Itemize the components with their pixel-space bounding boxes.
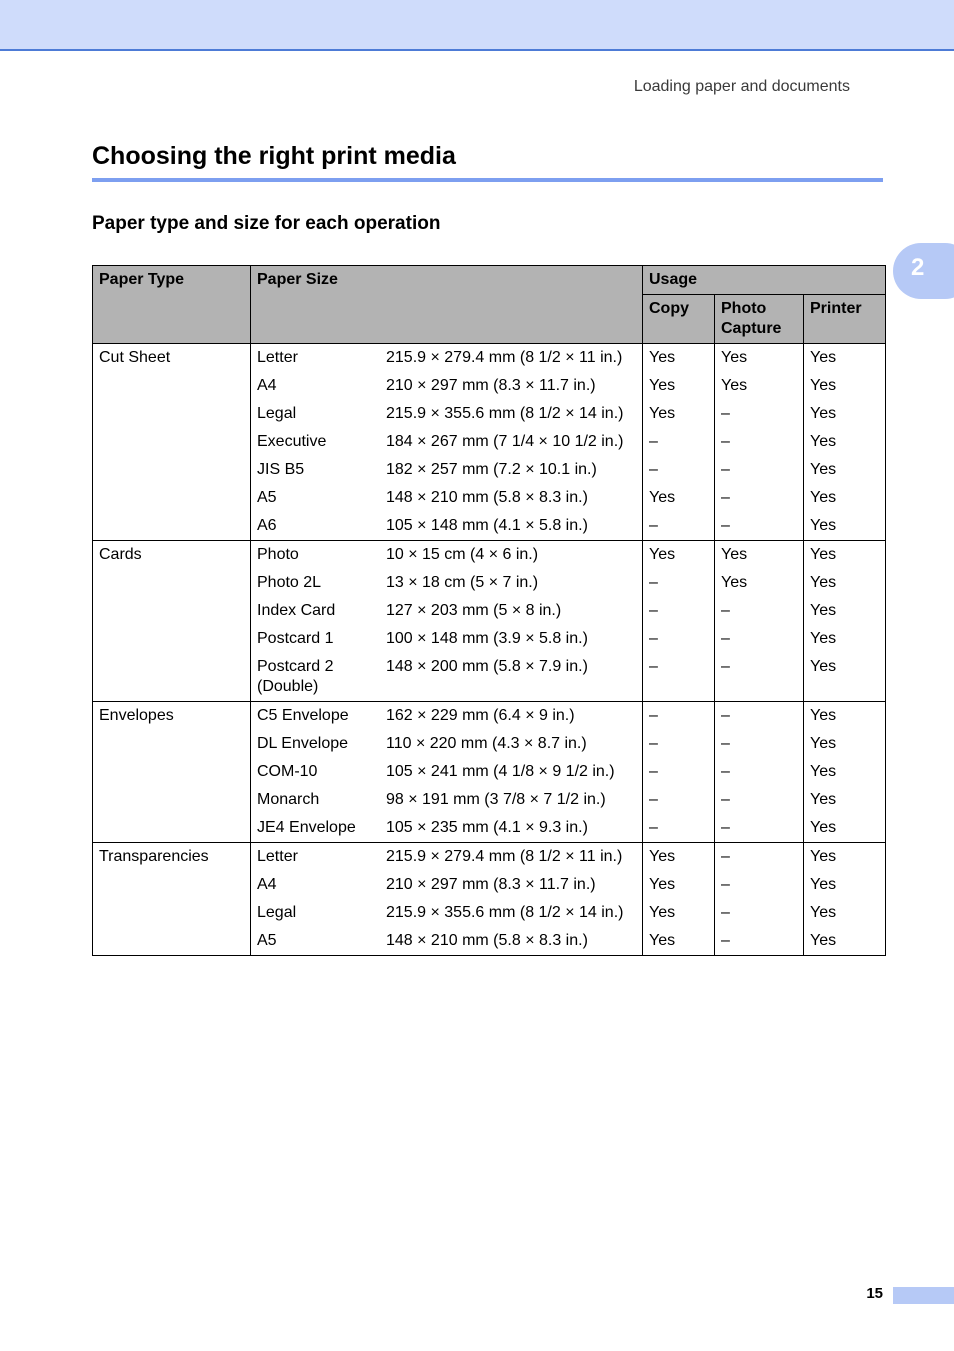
size-dimensions: 162 × 229 mm (6.4 × 9 in.) — [386, 707, 575, 724]
size-line — [257, 348, 636, 376]
size-line — [257, 376, 636, 404]
printer-value: Yes — [810, 546, 837, 563]
printer-cell — [804, 344, 886, 541]
paper-type-cell: Envelopes — [93, 702, 251, 843]
size-name: A4 — [257, 377, 277, 394]
size-line — [257, 601, 636, 629]
size-dimensions: 13 × 18 cm (5 × 7 in.) — [386, 574, 539, 591]
copy-value: – — [649, 735, 658, 752]
copy-cell — [643, 702, 715, 843]
size-dimensions: 182 × 257 mm (7.2 × 10.1 in.) — [386, 461, 597, 478]
paper-media-table — [92, 265, 886, 956]
photo-capture-value: – — [721, 630, 730, 647]
size-name: JIS B5 — [257, 461, 305, 478]
page-title: Choosing the right print media — [92, 142, 456, 170]
size-name: Executive — [257, 433, 327, 450]
printer-value: Yes — [810, 377, 837, 394]
size-name: COM-10 — [257, 763, 318, 780]
paper-type-cell: Transparencies — [93, 843, 251, 956]
title-rule — [92, 178, 883, 182]
photo-capture-cell — [715, 702, 804, 843]
printer-value: Yes — [810, 707, 837, 724]
printer-value: Yes — [810, 932, 837, 949]
photo-capture-value: – — [721, 602, 730, 619]
photo-capture-value: – — [721, 461, 730, 478]
size-line — [257, 404, 636, 432]
photo-capture-value: – — [721, 489, 730, 506]
copy-cell — [643, 344, 715, 541]
size-line — [257, 460, 636, 488]
photo-capture-value: – — [721, 735, 730, 752]
size-name: Legal — [257, 405, 297, 422]
size-name: Postcard 2 (Double) — [257, 658, 334, 695]
photo-capture-value: Yes — [721, 574, 748, 591]
copy-value: Yes — [649, 904, 676, 921]
table-row — [93, 541, 886, 702]
printer-value: Yes — [810, 735, 837, 752]
size-name: Photo — [257, 546, 299, 563]
size-name: DL Envelope — [257, 735, 349, 752]
printer-value: Yes — [810, 517, 837, 534]
photo-capture-value: – — [721, 433, 730, 450]
printer-cell — [804, 843, 886, 956]
copy-cell — [643, 541, 715, 702]
paper-size-cell — [251, 702, 643, 843]
size-line — [257, 545, 636, 573]
copy-value: – — [649, 461, 658, 478]
paper-size-cell — [251, 843, 643, 956]
size-line — [257, 488, 636, 516]
photo-capture-cell — [715, 541, 804, 702]
size-name: Legal — [257, 904, 297, 921]
size-dimensions: 105 × 241 mm (4 1/8 × 9 1/2 in.) — [386, 763, 615, 780]
size-name: Monarch — [257, 791, 320, 808]
printer-value: Yes — [810, 461, 837, 478]
page-number-bar — [893, 1287, 954, 1304]
size-name: A5 — [257, 932, 277, 949]
photo-capture-cell — [715, 344, 804, 541]
table-body — [93, 344, 886, 956]
running-header: Loading paper and documents — [633, 78, 850, 95]
size-line — [257, 903, 636, 931]
printer-value: Yes — [810, 574, 837, 591]
header-usage: Usage — [643, 266, 886, 295]
printer-value: Yes — [810, 876, 837, 893]
photo-capture-cell — [715, 843, 804, 956]
photo-capture-value: – — [721, 517, 730, 534]
paper-size-cell — [251, 541, 643, 702]
photo-capture-value: – — [721, 904, 730, 921]
size-line — [257, 432, 636, 460]
photo-capture-value: – — [721, 932, 730, 949]
size-dimensions: 98 × 191 mm (3 7/8 × 7 1/2 in.) — [386, 791, 606, 808]
printer-cell — [804, 702, 886, 843]
printer-value: Yes — [810, 848, 837, 865]
copy-value: – — [649, 658, 658, 675]
size-dimensions: 10 × 15 cm (4 × 6 in.) — [386, 546, 539, 563]
table-row — [93, 344, 886, 541]
section-title: Paper type and size for each operation — [92, 213, 441, 234]
size-line — [257, 573, 636, 601]
printer-value: Yes — [810, 405, 837, 422]
copy-value: – — [649, 819, 658, 836]
size-name: A6 — [257, 517, 277, 534]
table-row — [93, 702, 886, 843]
copy-value: Yes — [649, 377, 676, 394]
printer-value: Yes — [810, 763, 837, 780]
size-line — [257, 818, 636, 838]
copy-value: Yes — [649, 489, 676, 506]
printer-value: Yes — [810, 904, 837, 921]
copy-value: – — [649, 630, 658, 647]
size-dimensions: 215.9 × 355.6 mm (8 1/2 × 14 in.) — [386, 904, 624, 921]
size-name: A4 — [257, 876, 277, 893]
copy-value: Yes — [649, 546, 676, 563]
size-dimensions: 148 × 210 mm (5.8 × 8.3 in.) — [386, 489, 588, 506]
table-row — [93, 843, 886, 956]
header-paper-size: Paper Size — [251, 266, 643, 344]
size-line — [257, 706, 636, 734]
photo-capture-value: – — [721, 791, 730, 808]
printer-value: Yes — [810, 819, 837, 836]
copy-value: Yes — [649, 932, 676, 949]
printer-value: Yes — [810, 489, 837, 506]
printer-value: Yes — [810, 433, 837, 450]
size-dimensions: 105 × 235 mm (4.1 × 9.3 in.) — [386, 819, 588, 836]
copy-value: – — [649, 707, 658, 724]
photo-capture-value: – — [721, 848, 730, 865]
paper-type-cell: Cards — [93, 541, 251, 702]
size-name: Letter — [257, 349, 298, 366]
copy-value: Yes — [649, 405, 676, 422]
header-paper-type: Paper Type — [93, 266, 251, 344]
page-number: 15 — [866, 1285, 883, 1302]
copy-value: – — [649, 574, 658, 591]
size-name: Postcard 1 — [257, 630, 334, 647]
size-dimensions: 100 × 148 mm (3.9 × 5.8 in.) — [386, 630, 588, 647]
size-name: JE4 Envelope — [257, 819, 356, 836]
photo-capture-value: – — [721, 658, 730, 675]
photo-capture-value: – — [721, 707, 730, 724]
photo-capture-value: – — [721, 763, 730, 780]
copy-value: – — [649, 602, 658, 619]
size-line — [257, 762, 636, 790]
paper-type-cell: Cut Sheet — [93, 344, 251, 541]
size-line — [257, 629, 636, 657]
size-dimensions: 215.9 × 279.4 mm (8 1/2 × 11 in.) — [386, 349, 623, 366]
size-line — [257, 931, 636, 951]
copy-value: – — [649, 763, 658, 780]
size-name: Letter — [257, 848, 298, 865]
size-name: C5 Envelope — [257, 707, 349, 724]
copy-value: – — [649, 791, 658, 808]
printer-value: Yes — [810, 349, 837, 366]
printer-value: Yes — [810, 602, 837, 619]
copy-value: – — [649, 433, 658, 450]
photo-capture-value: – — [721, 405, 730, 422]
size-dimensions: 210 × 297 mm (8.3 × 11.7 in.) — [386, 377, 596, 394]
photo-capture-value: Yes — [721, 377, 748, 394]
header-printer: Printer — [804, 295, 886, 344]
size-name: Photo 2L — [257, 574, 322, 591]
size-dimensions: 148 × 210 mm (5.8 × 8.3 in.) — [386, 932, 588, 949]
size-name: A5 — [257, 489, 277, 506]
photo-capture-value: Yes — [721, 349, 748, 366]
size-dimensions: 148 × 200 mm (5.8 × 7.9 in.) — [386, 658, 588, 675]
size-line — [257, 734, 636, 762]
photo-capture-value: – — [721, 819, 730, 836]
size-dimensions: 184 × 267 mm (7 1/4 × 10 1/2 in.) — [386, 433, 624, 450]
copy-value: Yes — [649, 848, 676, 865]
paper-size-cell — [251, 344, 643, 541]
size-line — [257, 847, 636, 875]
size-line — [257, 516, 636, 536]
copy-value: Yes — [649, 876, 676, 893]
size-dimensions: 105 × 148 mm (4.1 × 5.8 in.) — [386, 517, 588, 534]
size-dimensions: 110 × 220 mm (4.3 × 8.7 in.) — [386, 735, 587, 752]
printer-value: Yes — [810, 791, 837, 808]
header-photo-capture: Photo Capture — [715, 295, 804, 344]
size-line — [257, 790, 636, 818]
copy-value: – — [649, 517, 658, 534]
size-dimensions: 210 × 297 mm (8.3 × 11.7 in.) — [386, 876, 596, 893]
copy-value: Yes — [649, 349, 676, 366]
chapter-number: 2 — [911, 254, 925, 281]
size-name: Index Card — [257, 602, 336, 619]
size-line — [257, 875, 636, 903]
copy-cell — [643, 843, 715, 956]
size-line — [257, 657, 636, 697]
printer-value: Yes — [810, 658, 837, 675]
size-dimensions: 215.9 × 279.4 mm (8 1/2 × 11 in.) — [386, 848, 623, 865]
printer-cell — [804, 541, 886, 702]
size-dimensions: 215.9 × 355.6 mm (8 1/2 × 14 in.) — [386, 405, 624, 422]
photo-capture-value: Yes — [721, 546, 748, 563]
photo-capture-value: – — [721, 876, 730, 893]
top-header-band — [0, 0, 954, 51]
header-copy: Copy — [643, 295, 715, 344]
printer-value: Yes — [810, 630, 837, 647]
size-dimensions: 127 × 203 mm (5 × 8 in.) — [386, 602, 562, 619]
